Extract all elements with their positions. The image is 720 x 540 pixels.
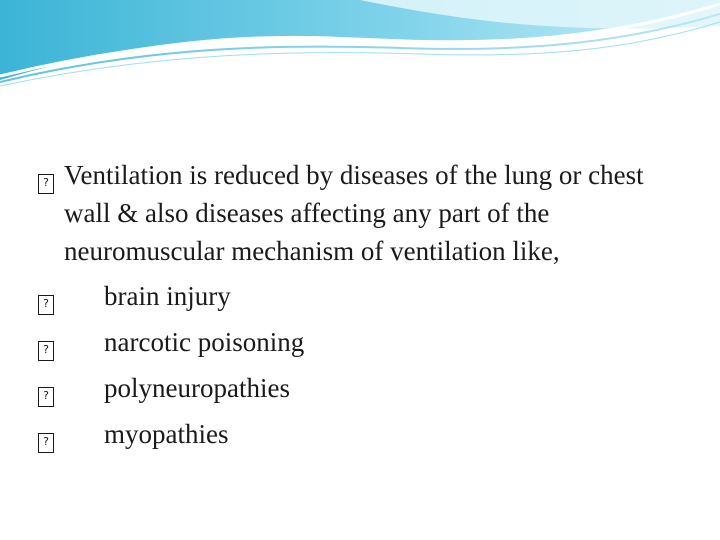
list-item-text: myopathies <box>104 419 229 449</box>
main-point <box>0 156 664 270</box>
list-item <box>0 415 700 461</box>
bullet-box-icon: ? <box>38 369 54 407</box>
slide-content <box>0 156 700 461</box>
main-point-text: Ventilation is reduced by diseases of the lung or chest wall & also diseases affecting any part of the neuromuscular mechanism of ventilation like, <box>64 160 644 266</box>
header-swoosh-decoration <box>0 0 720 90</box>
list-item-text: narcotic poisoning <box>104 327 305 357</box>
sub-point-list <box>0 277 700 461</box>
bullet-box-icon: ? <box>38 415 54 453</box>
list-item-text: polyneuropathies <box>104 373 290 403</box>
bullet-box-icon: ? <box>38 277 54 315</box>
list-item <box>0 277 700 323</box>
bullet-box-icon: ? <box>38 323 54 361</box>
list-item <box>0 369 700 415</box>
bullet-box-icon: ? <box>38 156 64 194</box>
list-item-text: brain injury <box>104 281 231 311</box>
list-item <box>0 323 700 369</box>
